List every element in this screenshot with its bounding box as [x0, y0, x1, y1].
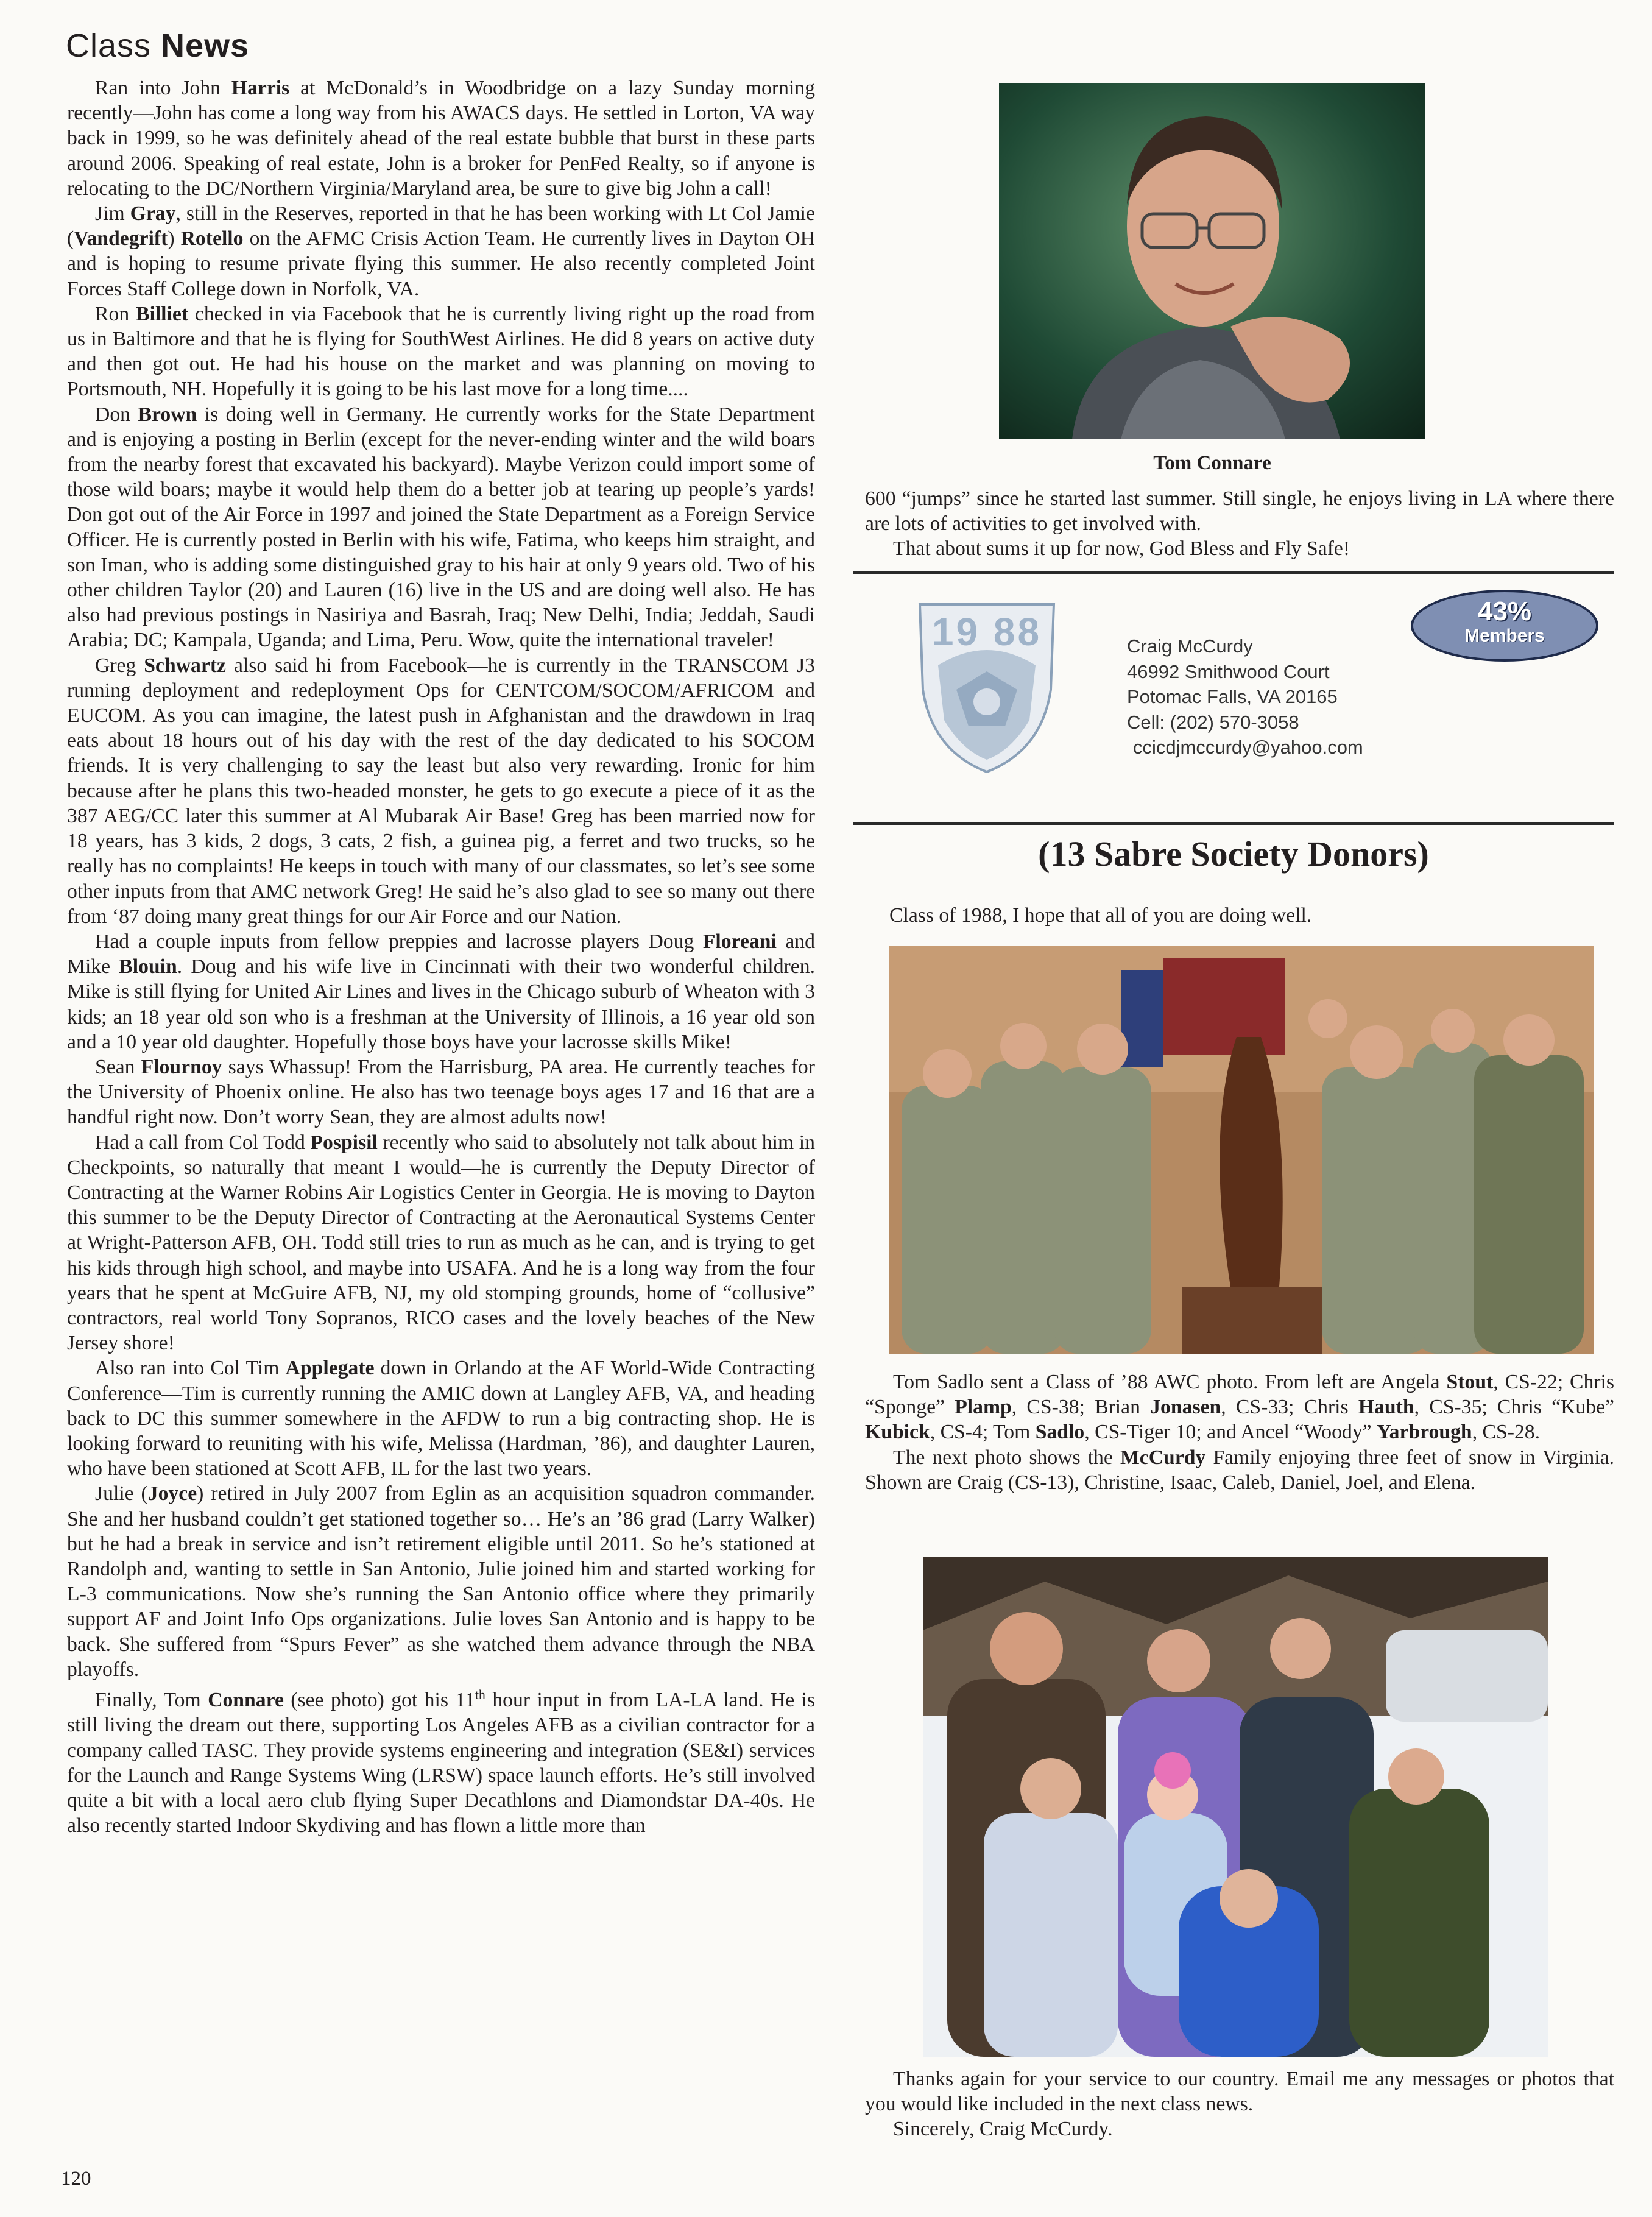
- bold-name: Blouin: [119, 955, 177, 978]
- left-paragraphs-paragraph: Jim Gray, still in the Reserves, reported in that he has been working with Lt Col Jamie (Vandegrift) Rotello on the AFMC Crisis Action Team. He currently lives in Dayton OH and is hoping to resume private flying this summer. He also recently completed Joint Forces Staff College down in Norfolk, VA.: [67, 202, 815, 300]
- bold-name: Yarbrough: [1377, 1421, 1472, 1444]
- left-paragraphs-paragraph: Greg Schwartz also said hi from Facebook—he is currently in the TRANSCOM J3 running deployment and redeployment Ops for CENTCOM/SOCOM/AFRICOM and EUCOM. As you can imagine, the latest push in Afghanistan and the drawdown in Iraq eats about 18 hours out of his day with the rest of the day dedicated to his SOCOM friends. It is very challenging to say the least but also very rewarding. Ironic for him because after he plans this two-headed monster, he gets to go execute a piece of it as the 387 AEG/CC later this summer at Al Mubarak Air Base! Greg has been married now for 18 years, has 3 kids, 2 dogs, 3 cats, 2 fish, a guinea pig, a ferret and two trucks, so he really has no complaints! He keeps in touch with many of our classmates, so let’s see some other inputs from that AMC network Greg! He said he’s also glad to see so many out there from ‘87 doing many great things for our Air Force and our Nation.: [67, 654, 816, 928]
- family-photo: [923, 1557, 1548, 2057]
- bold-name: Harris: [231, 77, 290, 99]
- left-paragraphs-paragraph: Julie (Joyce) retired in July 2007 from Eglin as an acquisition squadron commander. She and her husband couldn’t get stationed together so… He’s an ’86 grad (Larry Walker) but he had a break in service and isn’t retirement eligible until 2011. So he’s stationed at Randolph and, wanting to settle in San Antonio, Julie joined him and started working for L-3 communications. Now she’s running the San Antonio office where they primarily support AF and Joint Info Ops organizations. Julie loves San Antonio and is happy to be back. She suffered from “Spurs Fever” as she watched them advance through the NBA playoffs.: [67, 1482, 815, 1681]
- left-paragraphs-paragraph: Ran into John Harris at McDonald’s in Woodbridge on a lazy Sunday morning recently—John has come a long way from his AWACS days. He settled in Lorton, VA way back in 1999, so he was definitely ahead of the real estate bubble that burst in these parts around 2006. Speaking of real estate, John is a broker for PenFed Realty, so if anyone is relocating to the DC/Northern Virginia/Maryland area, be sure to give big John a call!: [67, 77, 815, 200]
- left-paragraphs-paragraph: Finally, Tom Connare (see photo) got his 11th hour input in from LA-LA land. He is still living the dream out there, supporting Los Angeles AFB as a civilian contractor for a company called TASC. They provide systems engineering and integration (SE&I) services for the Launch and Range Systems Wing (LRSW) space launch efforts. He’s still involved quite a bit with a local aero club flying Super Decathlons and Diamondstar DA-40s. He also recently started Indoor Skydiving and has flown a little more than: [67, 1687, 816, 1837]
- intro-text: Class of 1988, I hope that all of you are doing well.: [889, 904, 1312, 927]
- awc-caption-paragraph: The next photo shows the McCurdy Family enjoying three feet of snow in Virginia. Shown are Craig (CS-13), Christine, Isaac, Caleb, Daniel, Joel, and Elena.: [865, 1446, 1614, 1494]
- divider-top: [853, 571, 1614, 574]
- bold-name: Applegate: [285, 1357, 375, 1380]
- bold-name: Stout: [1446, 1371, 1494, 1393]
- contact-block: [1127, 634, 1363, 760]
- bold-name: Rotello: [180, 227, 244, 250]
- section-title: (13 Sabre Society Donors): [1038, 834, 1429, 874]
- superscript: th: [475, 1687, 485, 1702]
- closing-text: [865, 2067, 1614, 2142]
- bold-name: Gray: [130, 202, 176, 225]
- bold-name: Flournoy: [141, 1055, 222, 1078]
- bold-name: Pospisil: [310, 1131, 378, 1154]
- badge-percent: 43%: [1477, 596, 1532, 626]
- bold-name: Kubick: [865, 1421, 930, 1444]
- bold-name: Floreani: [702, 930, 777, 953]
- left-column: [67, 76, 815, 1838]
- bold-name: Vandegrift: [74, 227, 168, 250]
- contact-street: 46992 Smithwood Court: [1127, 660, 1330, 682]
- contact-city: Potomac Falls, VA 20165: [1127, 686, 1338, 707]
- left-paragraphs-paragraph: Sean Flournoy says Whassup! From the Harrisburg, PA area. He currently teaches for the University of Phoenix online. He also has two teenage boys ages 17 and 16 that are a handful right now. Don’t worry Sean, they are almost adults now!: [67, 1055, 815, 1129]
- badge-label: Members: [1464, 626, 1545, 646]
- bold-name: Joyce: [147, 1482, 197, 1505]
- left-paragraphs-paragraph: Ron Billiet checked in via Facebook that he is currently living right up the road from us in Baltimore and that he is flying for SouthWest Airlines. He did 8 years on active duty and then got out. He had his house on the market and was planning on moving to Portsmouth, NH. Hopefully it is going to be his last move for a long time....: [67, 302, 815, 401]
- left-paragraphs-paragraph: Had a call from Col Todd Pospisil recently who said to absolutely not talk about him in Checkpoints, so naturally that meant I would—he is currently the Deputy Director of Contracting at the Warner Robins Air Logistics Center in Georgia. He is moving to Dayton this summer to be the Deputy Director of Contracting at the Aeronautical Systems Center at Wright-Patterson AFB, OH. Todd still tries to run as much as he can, and is trying to get his kids through high school, and maybe into USAFA. And he is a long way from the four years that he spent at McGuire AFB, NJ, my old stomping grounds, home of “collusive” contractors, real world Tony Sopranos, RICO cases and the lovely beaches of the New Jersey shore!: [67, 1131, 815, 1355]
- left-paragraphs-paragraph: Also ran into Col Tim Applegate down in Orlando at the AF World-Wide Contracting Conference—Tim is currently running the AMIC down at Langley AFB, VA, and heading back to DC this summer somewhere in the AFDW to run a big contracting shop. He is looking forward to reuniting with his wife, Melissa (Hardman, ’86), and daughter Lauren, who have been stationed at Scott AFB, IL for the last two years.: [67, 1357, 815, 1480]
- members-badge: [1411, 590, 1598, 662]
- divider-middle: [853, 822, 1614, 825]
- page-number: 120: [61, 2168, 91, 2190]
- closing-paragraph: Sincerely, Craig McCurdy.: [893, 2118, 1113, 2141]
- contact-email[interactable]: ccicdjmccurdy@yahoo.com: [1133, 737, 1363, 758]
- crest-year: 19 88: [931, 610, 1042, 654]
- continuation-paragraph: 600 “jumps” since he started last summer. Still single, he enjoys living in LA where there are lots of activities to get involved with.: [865, 487, 1614, 536]
- continuation-paragraph: That about sums it up for now, God Bless and Fly Safe!: [893, 537, 1350, 560]
- bold-name: Plamp: [955, 1396, 1012, 1419]
- bold-name: Connare: [208, 1689, 284, 1712]
- portrait-caption: Tom Connare: [1153, 452, 1271, 474]
- continuation-text: [865, 486, 1614, 562]
- bold-name: Schwartz: [144, 654, 227, 677]
- closing-paragraph: Thanks again for your service to our country. Email me any messages or photos that you would like included in the next class news.: [865, 2068, 1614, 2116]
- section-header: [66, 27, 249, 65]
- bold-name: Sadlo: [1035, 1421, 1085, 1444]
- portrait-photo: [999, 83, 1425, 439]
- bold-name: Brown: [138, 403, 197, 426]
- bold-name: Hauth: [1358, 1396, 1414, 1419]
- header-class: Class: [66, 27, 152, 64]
- header-news: News: [161, 27, 250, 64]
- contact-name: Craig McCurdy: [1127, 635, 1253, 657]
- awc-caption-paragraph: Tom Sadlo sent a Class of ’88 AWC photo. From left are Angela Stout, CS-22; Chris “Sponge” Plamp, CS-38; Brian Jonasen, CS-33; Chris Hauth, CS-35; Chris “Kube” Kubick, CS-4; Tom Sadlo, CS-Tiger 10; and Ancel “Woody” Yarbrough, CS-28.: [865, 1371, 1614, 1444]
- bold-name: McCurdy: [1120, 1446, 1206, 1469]
- awc-group-photo: [889, 946, 1594, 1354]
- left-paragraphs-paragraph: Had a couple inputs from fellow preppies and lacrosse players Doug Floreani and Mike Blouin. Doug and his wife live in Cincinnati with their two wonderful children. Mike is still flying for United Air Lines and lives in the Chicago suburb of Wheaton with 3 kids; an 18 year old son who is a freshman at the University of Illinois, a 16 year old son and a 10 year old daughter. Hopefully those boys have your lacrosse skills Mike!: [67, 930, 815, 1053]
- bold-name: Jonasen: [1150, 1396, 1221, 1419]
- class-crest: [914, 598, 1060, 775]
- left-paragraphs-paragraph: Don Brown is doing well in Germany. He currently works for the State Department and is enjoying a posting in Berlin (except for the never-ending winter and the wild boars from the nearby forest that excavated his backyard). Maybe Verizon could import some of those wild boars; maybe it would help them do a better job at tearing up people’s yards! Don got out of the Air Force in 1997 and joined the State Department as a Foreign Service Officer. He is currently posted in Berlin with his wife, Fatima, who keeps him straight, and son Iman, who is adding some distinguished gray to his hair at only 9 years old. Two of his other children Taylor (20) and Lauren (16) live in the US and are doing well also. He has also had previous postings in Nasiriya and Basrah, Iraq; New Delhi, India; Jeddah, Saudi Arabia; DC; Kampala, Uganda; and Lima, Peru. Wow, quite the international traveler!: [67, 403, 815, 652]
- bold-name: Billiet: [135, 302, 189, 325]
- awc-caption: [865, 1370, 1614, 1495]
- contact-cell: Cell: (202) 570-3058: [1127, 711, 1299, 733]
